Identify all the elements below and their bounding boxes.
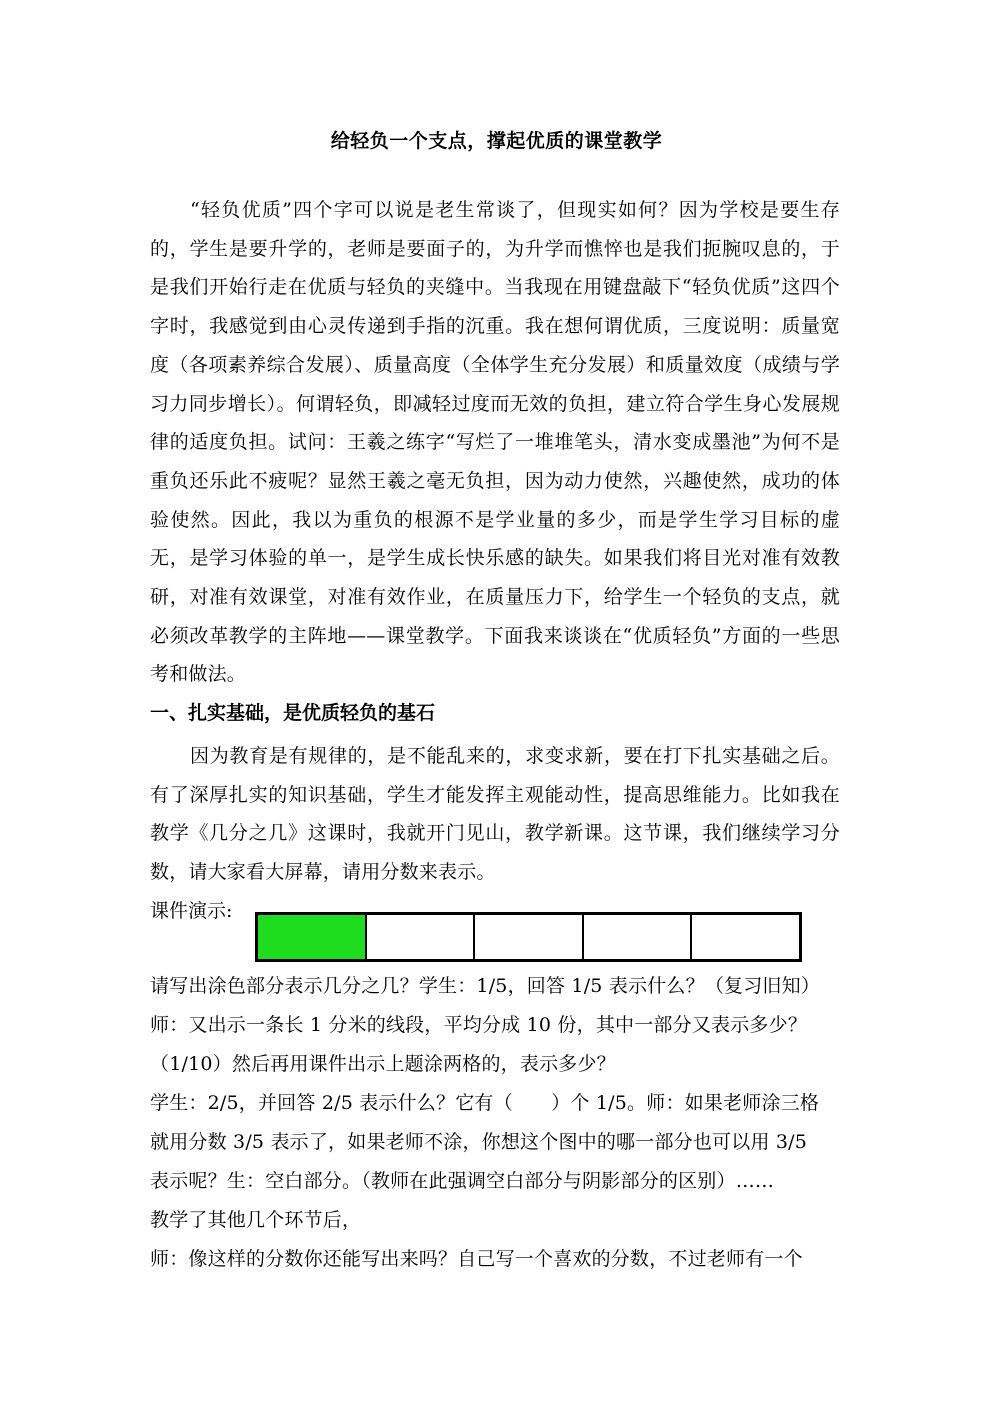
- fraction-cell-filled: [258, 915, 367, 959]
- text-line: 教学了其他几个环节后，: [150, 1209, 362, 1231]
- fraction-cell-empty: [692, 915, 799, 959]
- fraction-cell-empty: [475, 915, 584, 959]
- fraction-bar: [255, 912, 802, 962]
- fraction-cell-empty: [367, 915, 476, 959]
- fraction-cell-empty: [584, 915, 693, 959]
- text-line: 表示呢？生：空白部分。（教师在此强调空白部分与阴影部分的区别）……: [150, 1170, 775, 1192]
- text-line: 学生：2/5，并回答 2/5 表示什么？它有（ ）个 1/5。师：如果老师涂三格: [150, 1092, 820, 1114]
- paragraph-intro: “轻负优质”四个字可以说是老生常谈了，但现实如何？因为学校是要生存的，学生是要升学的，老师是要面子的，为升学而憔悴也是我们扼腕叹息的，于是我们开始行走在优质与轻负的夹缝中。当我现在用键盘敲下“轻负优质”这四个字时，我感觉到由心灵传递到手指的沉重。我在想何谓优质，三度说明：质量宽度（各项素养综合发展）、质量高度（全体学生充分发展）和质量效度（成绩与学习力同步增长）。何谓轻负，即减轻过度而无效的负担，建立符合学生身心发展规律的适度负担。试问：王羲之练字“写烂了一堆堆笔头，清水变成墨池”为何不是重负还乐此不疲呢？显然王羲之毫无负担，因为动力使然，兴趣使然，成功的体验使然。因此，我以为重负的根源不是学业量的多少，而是学生学习目标的虚无，是学习体验的单一，是学生成长快乐感的缺失。如果我们将目光对准有效教研，对准有效课堂，对准有效作业，在质量压力下，给学生一个轻负的支点，就必须改革教学的主阵地——课堂教学。下面我来谈谈在“优质轻负”方面的一些思考和做法。: [150, 199, 840, 686]
- text-line: 就用分数 3/5 表示了，如果老师不涂，你想这个图中的哪一部分也可以用 3/5: [150, 1131, 808, 1153]
- text-line: 师：又出示一条长 1 分米的线段，平均分成 10 份，其中一部分又表示多少？: [150, 1014, 808, 1036]
- text-line: 师：像这样的分数你还能写出来吗？自己写一个喜欢的分数，不过老师有一个: [150, 1248, 803, 1270]
- paragraph-foundation: 因为教育是有规律的，是不能乱来的，求变求新，要在打下扎实基础之后。有了深厚扎实的知识基础，学生才能发挥主观能动性，提高思维能力。比如我在教学《几分之几》这课时，我就开门见山，教学新课。这节课，我们继续学习分数，请大家看大屏幕，请用分数来表示。: [150, 745, 840, 884]
- courseware-demo-label: 课件演示:: [150, 900, 233, 922]
- text-line: 请写出涂色部分表示几分之几？学生：1/5，回答 1/5 表示什么？（复习旧知）: [150, 975, 821, 997]
- text-line: （1/10）然后再用课件出示上题涂两格的，表示多少？: [150, 1053, 616, 1075]
- section-heading: 一、扎实基础，是优质轻负的基石: [150, 702, 436, 724]
- document-title: 给轻负一个支点，撑起优质的课堂教学: [330, 130, 663, 152]
